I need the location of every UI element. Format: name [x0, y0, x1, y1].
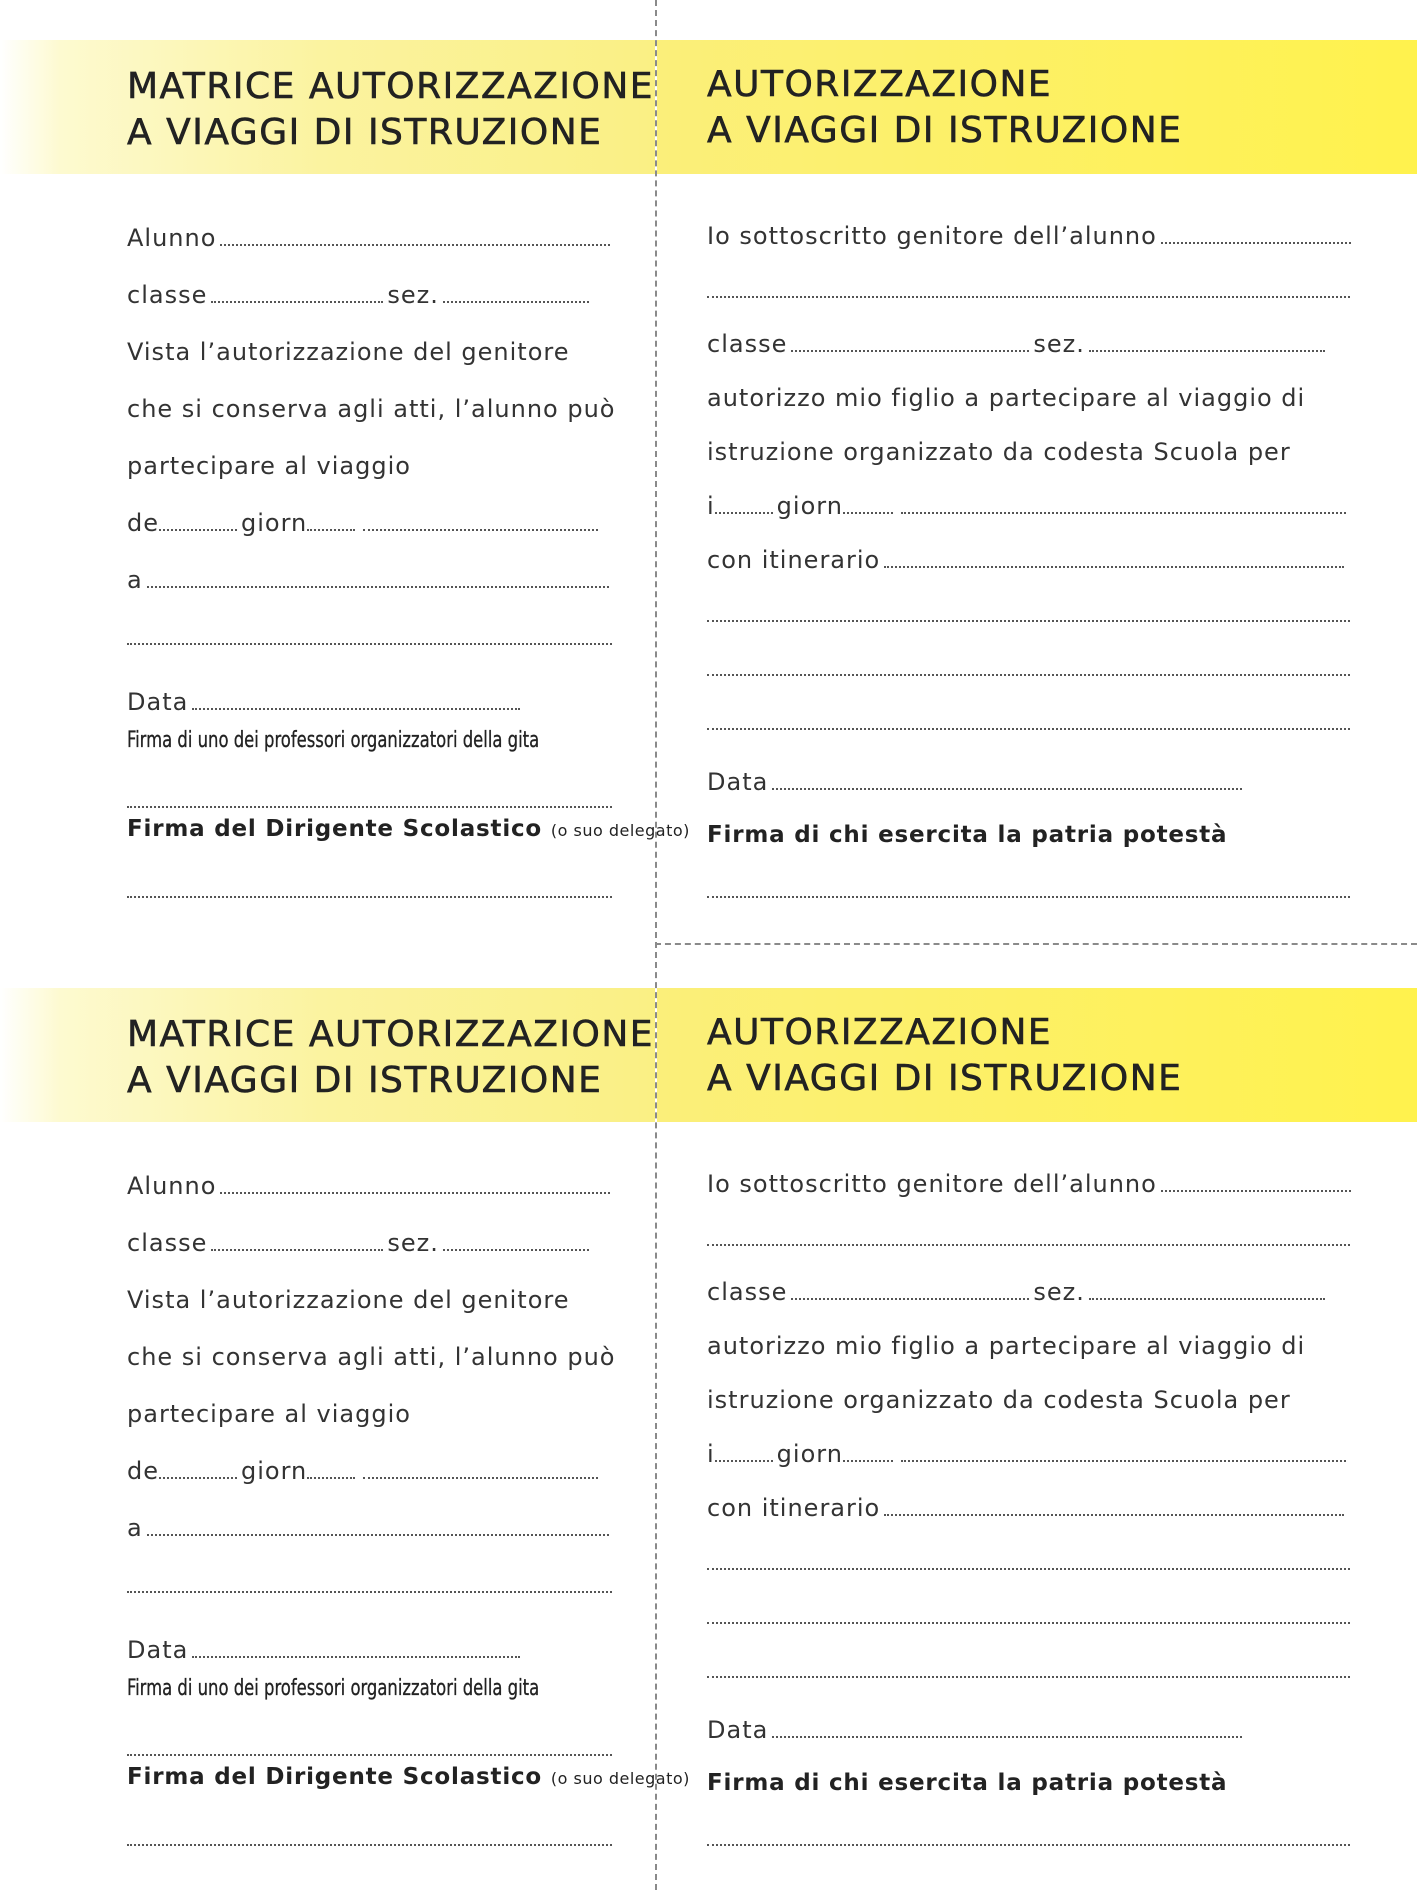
form-text-line2: istruzione organizzato da codesta Scuola per — [707, 438, 1291, 466]
stub-firma-professori-label: Firma di uno dei professori organizzatori della gita — [127, 1676, 540, 1701]
form-firma-line[interactable] — [707, 876, 1354, 904]
stub-text-line3: partecipare al viaggio — [127, 1400, 411, 1428]
stub-extra-line[interactable] — [127, 623, 616, 651]
stub-text-line1: Vista l’autorizzazione del genitore — [127, 338, 570, 366]
form-genitore-line2[interactable] — [707, 1224, 1354, 1252]
stub-text-line3: partecipare al viaggio — [127, 452, 411, 480]
form-itinerario-line4[interactable] — [707, 1656, 1354, 1684]
stub-firma-professori-label: Firma di uno dei professori organizzatori della gita — [127, 728, 540, 753]
form-itinerario-line2[interactable] — [707, 600, 1354, 628]
stub-de-giorn-field[interactable]: de giorn — [127, 509, 602, 537]
form-itinerario-line3[interactable] — [707, 1602, 1354, 1630]
stub-a-field[interactable]: a — [127, 1514, 613, 1542]
stub-classe-sez-field[interactable]: classe sez. — [127, 281, 593, 309]
form-text-line2: istruzione organizzato da codesta Scuola per — [707, 1386, 1291, 1414]
form-firma-line[interactable] — [707, 1824, 1354, 1852]
form-firma-label: Firma di chi esercita la patria potestà — [707, 1770, 1228, 1796]
form-title-bottom: AUTORIZZAZIONE A VIAGGI DI ISTRUZIONE — [707, 1012, 1183, 1099]
stub-firma-dirigente-line[interactable] — [127, 876, 616, 904]
form-genitore-field[interactable]: Io sottoscritto genitore dell’alunno — [707, 222, 1355, 250]
form-itinerario-line3[interactable] — [707, 654, 1354, 682]
form-text-line1: autorizzo mio figlio a partecipare al viaggio di — [707, 384, 1306, 412]
horizontal-cut-line — [655, 943, 1417, 945]
vertical-cut-line — [655, 0, 657, 1890]
stub-data-field[interactable]: Data — [127, 1636, 524, 1664]
stub-extra-line[interactable] — [127, 1571, 616, 1599]
form-genitore-field[interactable]: Io sottoscritto genitore dell’alunno — [707, 1170, 1355, 1198]
stub-alunno-field[interactable]: Alunno — [127, 224, 614, 252]
stub-text-line2: che si conserva agli atti, l’alunno può — [127, 1343, 616, 1371]
form-i-giorn-field[interactable]: i giorn — [707, 492, 1350, 520]
stub-classe-sez-field[interactable]: classe sez. — [127, 1229, 593, 1257]
form-title-top: AUTORIZZAZIONE A VIAGGI DI ISTRUZIONE — [707, 64, 1183, 151]
form-classe-sez-field[interactable]: classe sez. — [707, 1278, 1329, 1306]
stub-firma-dirigente-line[interactable] — [127, 1824, 616, 1852]
form-genitore-line2[interactable] — [707, 276, 1354, 304]
form-itinerario-field[interactable]: con itinerario — [707, 546, 1348, 574]
stub-firma-professori-line[interactable] — [127, 1734, 616, 1762]
form-data-field[interactable]: Data — [707, 768, 1246, 796]
form-firma-label: Firma di chi esercita la patria potestà — [707, 822, 1228, 848]
stub-data-field[interactable]: Data — [127, 688, 524, 716]
stub-firma-dirigente-label: Firma del Dirigente Scolastico (o suo delegato) — [127, 816, 690, 842]
form-itinerario-field[interactable]: con itinerario — [707, 1494, 1348, 1522]
stub-text-line1: Vista l’autorizzazione del genitore — [127, 1286, 570, 1314]
stub-firma-professori-line[interactable] — [127, 786, 616, 814]
stub-alunno-field[interactable]: Alunno — [127, 1172, 614, 1200]
form-data-field[interactable]: Data — [707, 1716, 1246, 1744]
stub-title-bottom: MATRICE AUTORIZZAZIONE A VIAGGI DI ISTRUZIONE — [127, 1014, 655, 1101]
form-text-line1: autorizzo mio figlio a partecipare al viaggio di — [707, 1332, 1306, 1360]
stub-text-line2: che si conserva agli atti, l’alunno può — [127, 395, 616, 423]
form-itinerario-line2[interactable] — [707, 1548, 1354, 1576]
stub-firma-dirigente-label: Firma del Dirigente Scolastico (o suo delegato) — [127, 1764, 690, 1790]
stub-de-giorn-field[interactable]: de giorn — [127, 1457, 602, 1485]
form-i-giorn-field[interactable]: i giorn — [707, 1440, 1350, 1468]
form-itinerario-line4[interactable] — [707, 708, 1354, 736]
stub-title-top: MATRICE AUTORIZZAZIONE A VIAGGI DI ISTRUZIONE — [127, 66, 655, 153]
stub-a-field[interactable]: a — [127, 566, 613, 594]
form-classe-sez-field[interactable]: classe sez. — [707, 330, 1329, 358]
